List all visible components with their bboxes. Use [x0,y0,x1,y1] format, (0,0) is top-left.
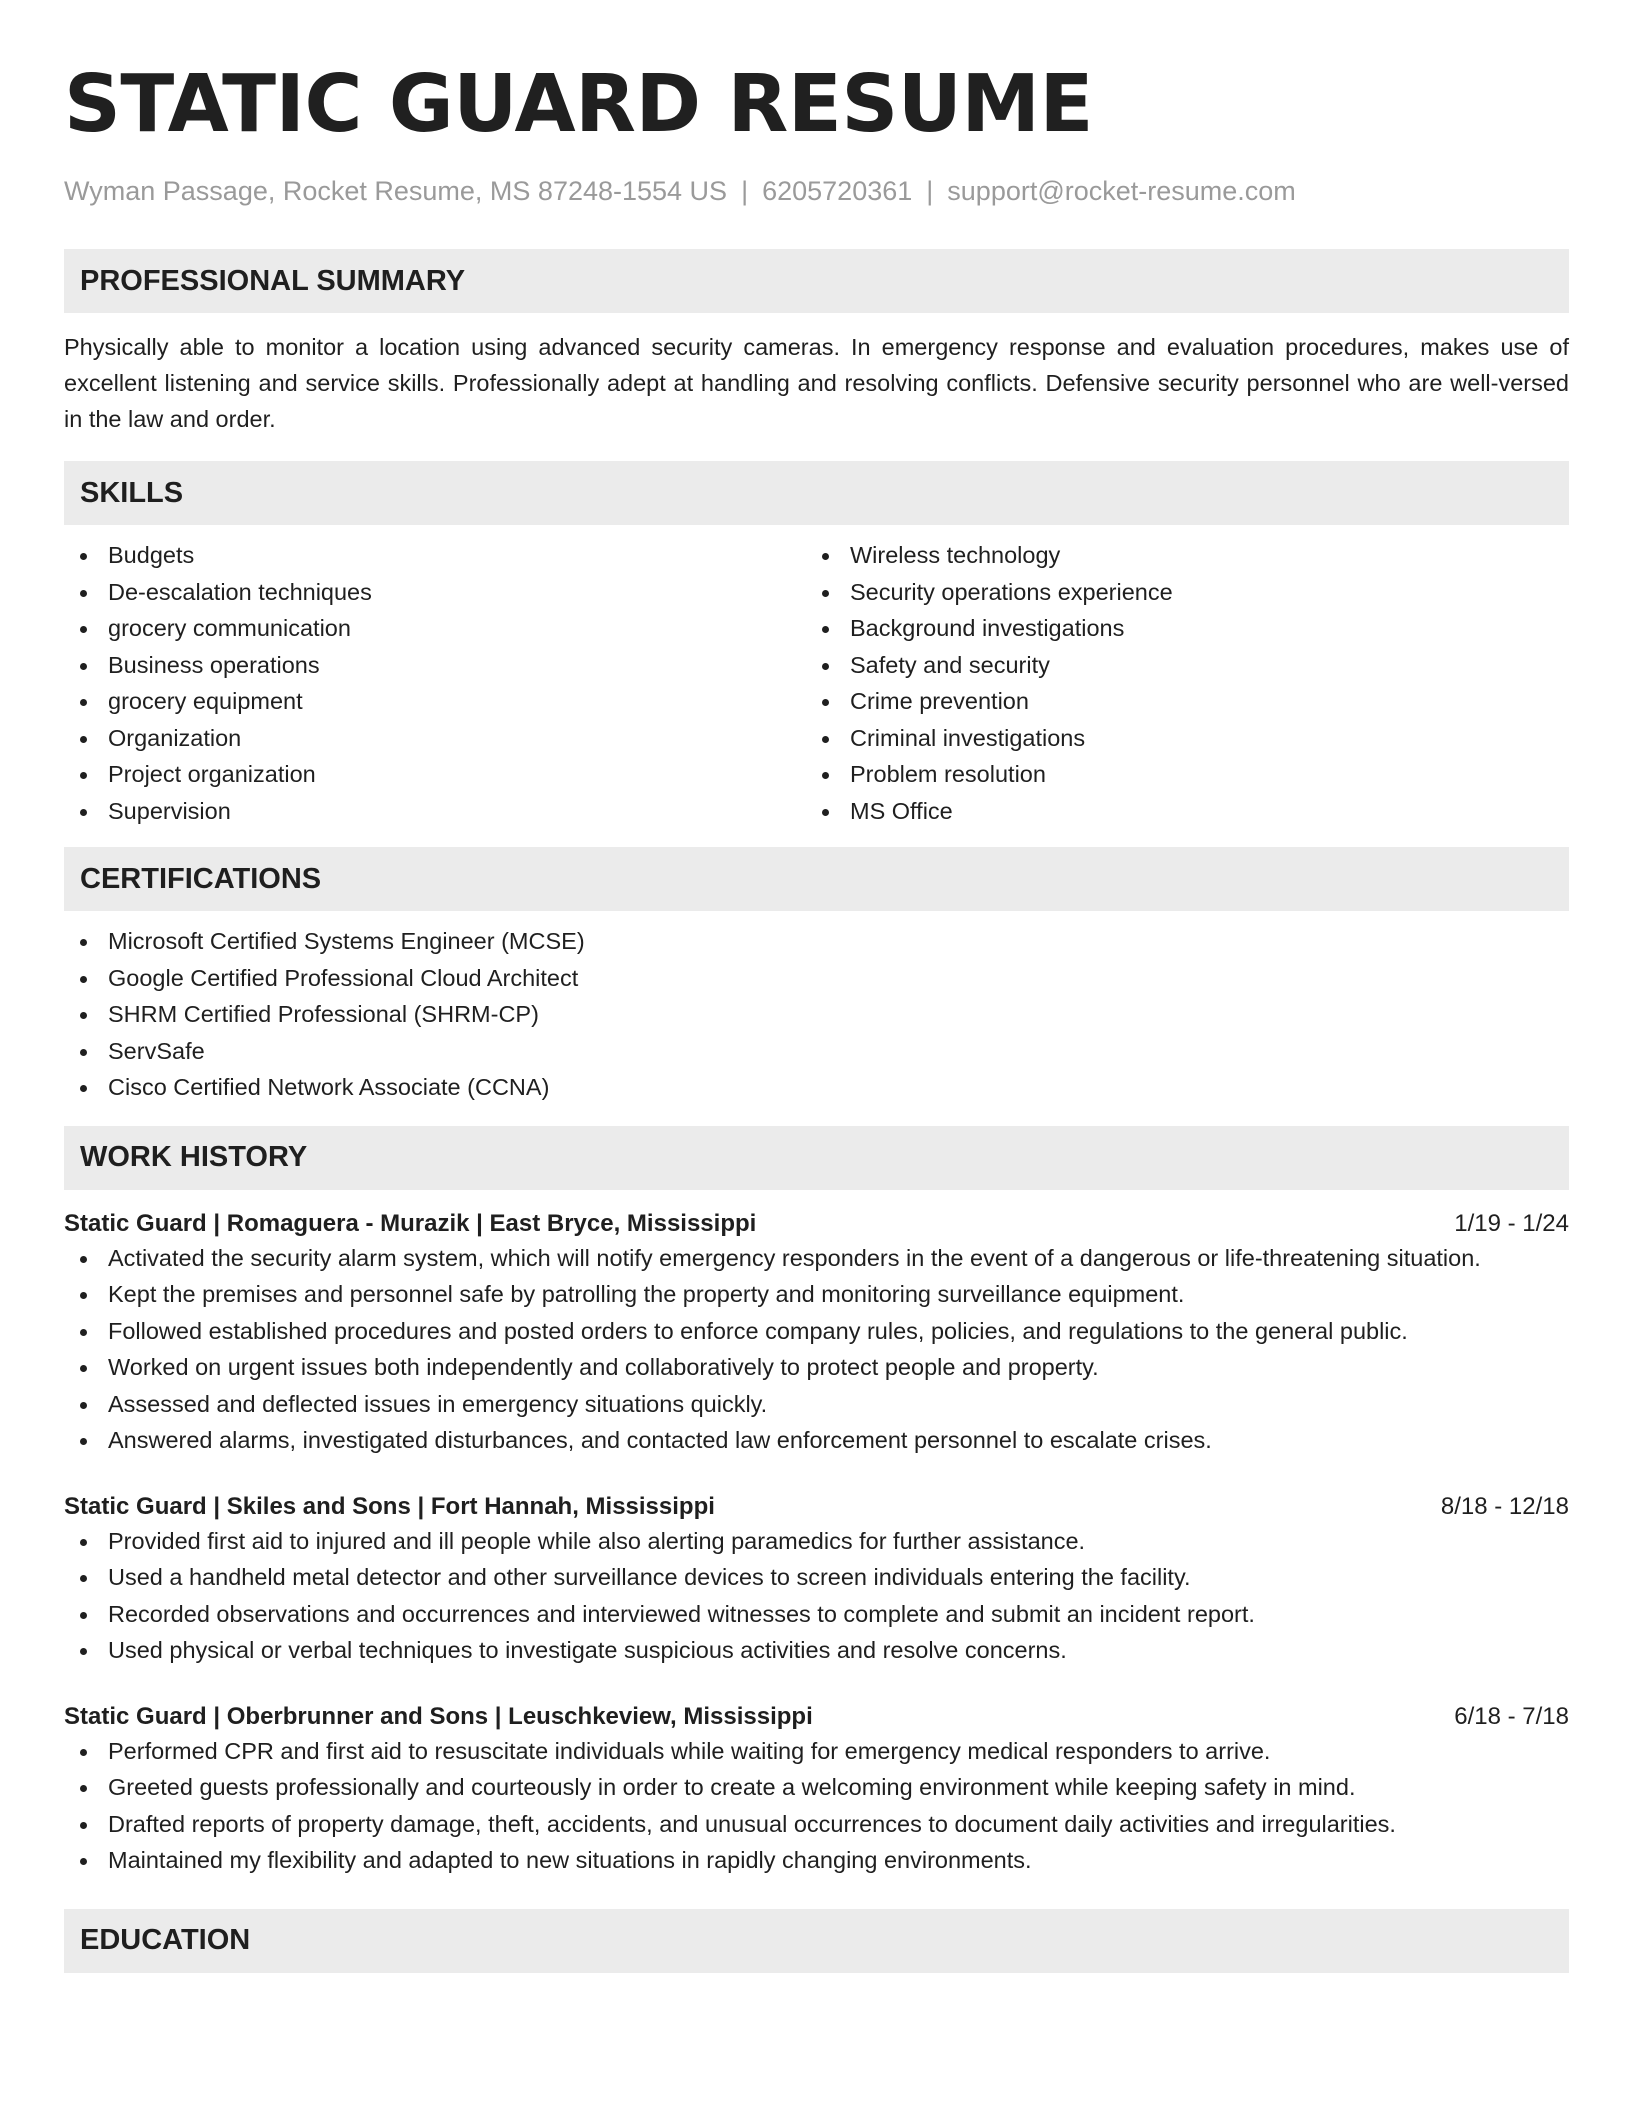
contact-separator: | [741,176,749,206]
skill-item: grocery communication [64,610,806,647]
skill-item: Safety and security [806,647,1548,684]
job-bullet: Maintained my flexibility and adapted to new situations in rapidly changing environments. [64,1842,1569,1879]
job-bullet: Followed established procedures and posted orders to enforce company rules, policies, and regulations to the general public. [64,1313,1569,1350]
contact-line [64,174,1569,208]
certification-item: Microsoft Certified Systems Engineer (MCSE) [64,923,1569,960]
job-bullet: Provided first aid to injured and ill people while also alerting paramedics for further assistance. [64,1523,1569,1560]
section-header-work-history: WORK HISTORY [64,1126,1569,1190]
job-bullet: Assessed and deflected issues in emergency situations quickly. [64,1386,1569,1423]
contact-separator: | [926,176,934,206]
job-bullet: Activated the security alarm system, which will notify emergency responders in the event of a dangerous or life-threatening situation. [64,1240,1569,1277]
contact-email: support@rocket-resume.com [947,176,1296,206]
job-bullet: Kept the premises and personnel safe by patrolling the property and monitoring surveillance equipment. [64,1276,1569,1313]
job-title: Static Guard | Skiles and Sons | Fort Hannah, Mississippi [64,1492,715,1520]
skill-item: Wireless technology [806,537,1548,574]
job-bullet: Used a handheld metal detector and other surveillance devices to screen individuals entering the facility. [64,1559,1569,1596]
skill-item: Problem resolution [806,756,1548,793]
skills-column-right [806,537,1548,829]
section-header-skills: SKILLS [64,461,1569,525]
job-dates: 1/19 - 1/24 [1454,1209,1569,1237]
job-title: Static Guard | Oberbrunner and Sons | Leuschkeview, Mississippi [64,1702,813,1730]
skill-item: De-escalation techniques [64,574,806,611]
job-bullet: Recorded observations and occurrences and interviewed witnesses to complete and submit an incident report. [64,1596,1569,1633]
skill-item: Project organization [64,756,806,793]
certification-item: Cisco Certified Network Associate (CCNA) [64,1069,1569,1106]
job-dates: 8/18 - 12/18 [1440,1492,1569,1520]
skills-column-left [64,537,806,829]
certifications-list [64,923,1569,1106]
section-header-education: EDUCATION [64,1909,1569,1973]
skill-item: Budgets [64,537,806,574]
skill-item: Organization [64,720,806,757]
job-header [64,1491,1569,1523]
section-header-certifications: CERTIFICATIONS [64,847,1569,911]
contact-address: Wyman Passage, Rocket Resume, MS 87248-1554 US [64,176,728,206]
job-entry [64,1701,1569,1879]
skills-list [64,537,1569,829]
job-bullets [64,1733,1569,1879]
job-bullets [64,1240,1569,1459]
summary-text: Physically able to monitor a location using advanced security cameras. In emergency response and evaluation procedures, makes use of excellent listening and service skills. Professionally adept at handling and resolving conflicts. Defensive security personnel who are well-versed in the law and order. [64,334,1569,432]
skill-item: Business operations [64,647,806,684]
job-header [64,1208,1569,1240]
certification-item: SHRM Certified Professional (SHRM-CP) [64,996,1569,1033]
skill-item: Security operations experience [806,574,1548,611]
job-dates: 6/18 - 7/18 [1454,1702,1569,1730]
skill-item: Supervision [64,793,806,830]
job-bullet: Used physical or verbal techniques to investigate suspicious activities and resolve concerns. [64,1632,1569,1669]
job-bullets [64,1523,1569,1669]
job-bullet: Answered alarms, investigated disturbances, and contacted law enforcement personnel to escalate crises. [64,1422,1569,1459]
section-header-summary: PROFESSIONAL SUMMARY [64,249,1569,313]
certification-item: ServSafe [64,1033,1569,1070]
job-entry [64,1208,1569,1459]
skill-item: Background investigations [806,610,1548,647]
job-header [64,1701,1569,1733]
skill-item: grocery equipment [64,683,806,720]
contact-phone: 6205720361 [762,176,913,206]
job-bullet: Greeted guests professionally and courteously in order to create a welcoming environment while keeping safety in mind. [64,1769,1569,1806]
skill-item: Crime prevention [806,683,1548,720]
job-bullet: Drafted reports of property damage, theft, accidents, and unusual occurrences to document daily activities and irregularities. [64,1806,1569,1843]
job-bullet: Performed CPR and first aid to resuscitate individuals while waiting for emergency medical responders to arrive. [64,1733,1569,1770]
skill-item: Criminal investigations [806,720,1548,757]
skill-item: MS Office [806,793,1548,830]
resume-page [64,0,1569,1973]
job-bullet: Worked on urgent issues both independently and collaboratively to protect people and property. [64,1349,1569,1386]
resume-title: STATIC GUARD RESUME [64,58,1093,150]
job-entry [64,1491,1569,1669]
job-title: Static Guard | Romaguera - Murazik | East Bryce, Mississippi [64,1209,757,1237]
certification-item: Google Certified Professional Cloud Architect [64,960,1569,997]
